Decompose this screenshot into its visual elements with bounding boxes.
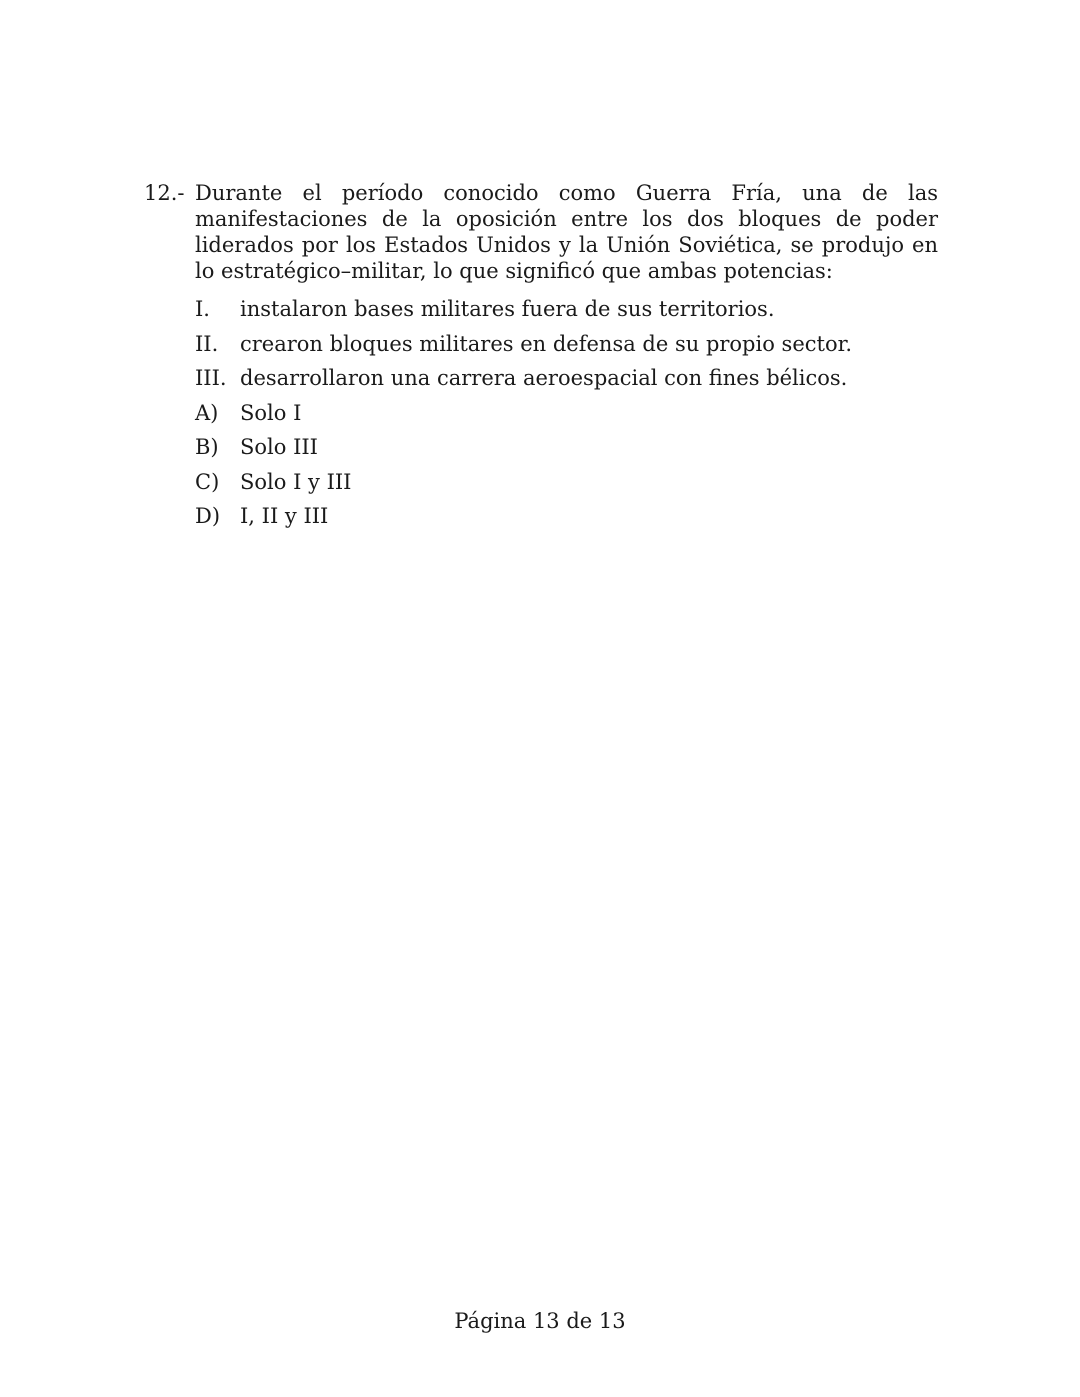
answer-option-a[interactable]	[195, 400, 938, 426]
statement-marker: II.	[195, 331, 219, 356]
answer-options	[195, 400, 938, 530]
answer-option-d[interactable]	[195, 503, 938, 529]
question-number: 12.-	[144, 181, 185, 205]
statement-list	[195, 296, 938, 391]
option-marker: B)	[195, 435, 219, 459]
statement-item	[195, 365, 938, 391]
statement-text: instalaron bases militares fuera de sus territorios.	[240, 297, 775, 321]
option-marker: C)	[195, 469, 220, 494]
option-text: Solo III	[240, 435, 318, 459]
option-text: Solo I y III	[240, 469, 352, 494]
answer-option-b[interactable]	[195, 434, 938, 460]
option-marker: D)	[195, 504, 221, 528]
option-text: I, II y III	[240, 504, 329, 528]
question-12	[144, 180, 938, 538]
statement-item	[195, 296, 938, 322]
answer-option-c[interactable]	[195, 469, 938, 495]
option-marker: A)	[195, 400, 219, 425]
statement-marker: III.	[195, 366, 227, 390]
option-text: Solo I	[240, 400, 302, 425]
statement-item	[195, 331, 938, 357]
statement-text: crearon bloques militares en defensa de su propio sector.	[240, 331, 852, 356]
statement-text: desarrollaron una carrera aeroespacial con fines bélicos.	[240, 366, 848, 390]
question-stem: Durante el período conocido como Guerra Fría, una de las manifestaciones de la oposición entre los dos bloques de poder liderados por los Estados Unidos y la Unión Soviética, se produjo en lo estratégico–militar, lo que significó que ambas potencias:	[195, 181, 938, 283]
statement-marker: I.	[195, 297, 210, 321]
page-footer: Página 13 de 13	[454, 1309, 626, 1333]
